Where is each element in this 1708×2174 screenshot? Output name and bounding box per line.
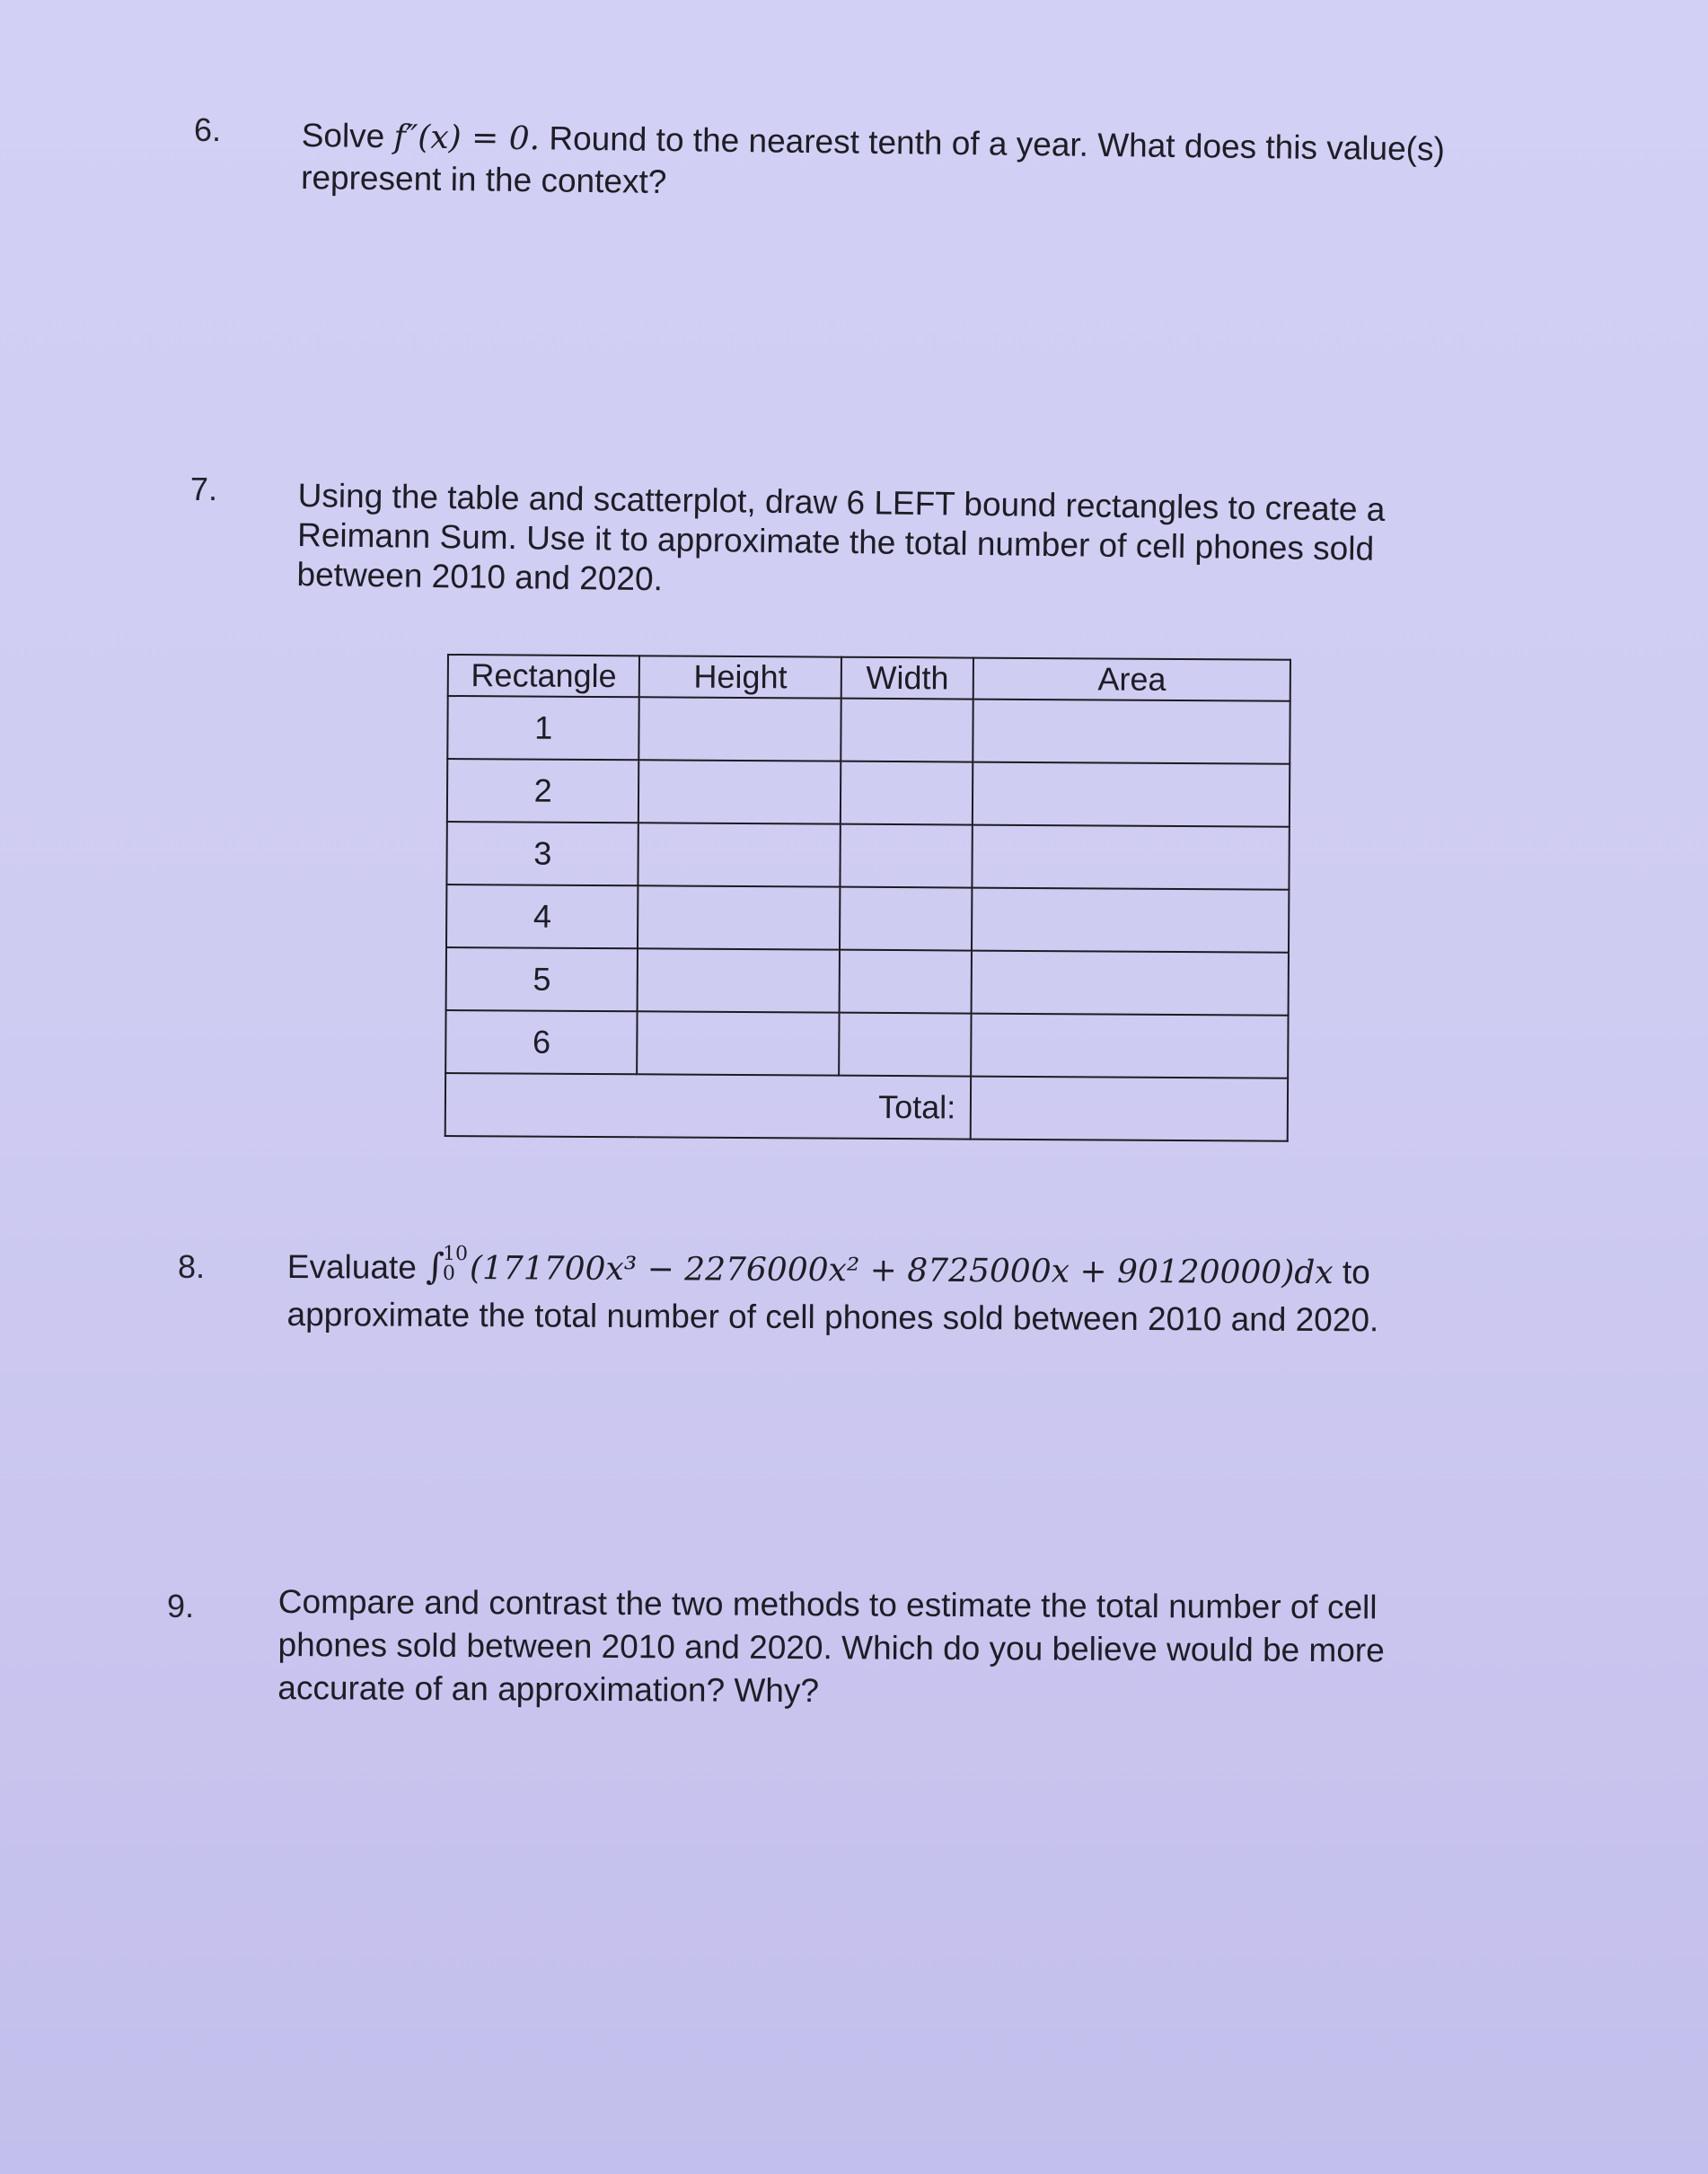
area-cell[interactable] xyxy=(972,951,1289,1016)
question-7-line1: Using the table and scatterplot, draw 6 LEFT bound rectangles to create a xyxy=(297,476,1386,528)
area-cell[interactable] xyxy=(973,762,1290,827)
height-cell[interactable] xyxy=(638,885,840,949)
total-label: Total: xyxy=(445,1073,972,1140)
header-area: Area xyxy=(973,658,1290,701)
question-6-equation: f″(x) = 0. xyxy=(393,119,541,158)
width-cell[interactable] xyxy=(840,887,973,951)
table-row xyxy=(446,885,1289,953)
integral-limits xyxy=(443,1245,468,1284)
height-cell[interactable] xyxy=(639,697,841,761)
integrand-expression: (171700x³ − 2276000x² + 8725000x + 90120000)dx xyxy=(469,1250,1334,1292)
width-cell[interactable] xyxy=(840,950,973,1014)
question-9-line3: accurate of an approximation? Why? xyxy=(277,1668,820,1710)
question-7-text xyxy=(296,476,1385,609)
question-8-number: 8. xyxy=(178,1248,206,1285)
rectangle-number: 6 xyxy=(445,1010,638,1074)
rectangle-number: 2 xyxy=(447,759,639,823)
rectangle-number: 1 xyxy=(447,696,639,760)
table-row xyxy=(446,822,1289,890)
area-cell[interactable] xyxy=(973,825,1290,890)
width-cell[interactable] xyxy=(839,1013,972,1077)
question-7-number: 7. xyxy=(190,471,218,507)
height-cell[interactable] xyxy=(638,823,841,886)
question-6-text xyxy=(301,115,1445,213)
question-7-line2: Reimann Sum. Use it to approximate the total number of cell phones sold xyxy=(296,515,1375,568)
rectangle-number: 3 xyxy=(446,822,638,885)
question-8-evaluate: Evaluate xyxy=(286,1247,417,1286)
question-6-solve: Solve xyxy=(301,116,385,155)
total-area-cell[interactable] xyxy=(971,1077,1288,1141)
width-cell[interactable] xyxy=(841,761,973,825)
height-cell[interactable] xyxy=(638,760,841,823)
question-7-line3: between 2010 and 2020. xyxy=(296,555,664,598)
question-9-line2: phones sold between 2010 and 2020. Which do you believe would be more xyxy=(277,1625,1385,1669)
table-row xyxy=(446,947,1289,1016)
integral-lower-limit: 0 xyxy=(442,1263,456,1286)
table-total-row xyxy=(445,1073,1288,1141)
area-cell[interactable] xyxy=(973,700,1290,764)
integral-upper-limit: 10 xyxy=(442,1243,469,1266)
width-cell[interactable] xyxy=(841,699,973,762)
header-height: Height xyxy=(639,656,841,698)
question-9-line1: Compare and contrast the two methods to estimate the total number of cell xyxy=(277,1583,1378,1626)
rectangle-number: 4 xyxy=(446,885,638,948)
integral-symbol: ∫ xyxy=(426,1245,445,1288)
table-row xyxy=(447,759,1290,827)
question-8-text xyxy=(286,1243,1378,1343)
header-rectangle: Rectangle xyxy=(448,655,640,697)
question-6-line2: represent in the context? xyxy=(300,158,667,200)
header-width: Width xyxy=(841,657,974,700)
question-6-number: 6. xyxy=(194,111,222,148)
question-8-line2: approximate the total number of cell phones sold between 2010 and 2020. xyxy=(286,1295,1379,1339)
question-9-text xyxy=(277,1580,1385,1715)
table-header-row xyxy=(448,655,1290,701)
rectangle-number: 5 xyxy=(446,947,638,1011)
question-9-number: 9. xyxy=(167,1588,195,1624)
height-cell[interactable] xyxy=(638,1011,840,1075)
width-cell[interactable] xyxy=(840,824,973,888)
table-row xyxy=(447,696,1290,764)
table-row xyxy=(445,1010,1288,1078)
riemann-sum-table xyxy=(445,654,1291,1142)
area-cell[interactable] xyxy=(971,1014,1288,1078)
question-6-instruction: Round to the nearest tenth of a year. What does this value(s) xyxy=(549,119,1446,168)
area-cell[interactable] xyxy=(972,888,1289,953)
height-cell[interactable] xyxy=(638,948,840,1012)
question-8-to: to xyxy=(1342,1254,1370,1291)
